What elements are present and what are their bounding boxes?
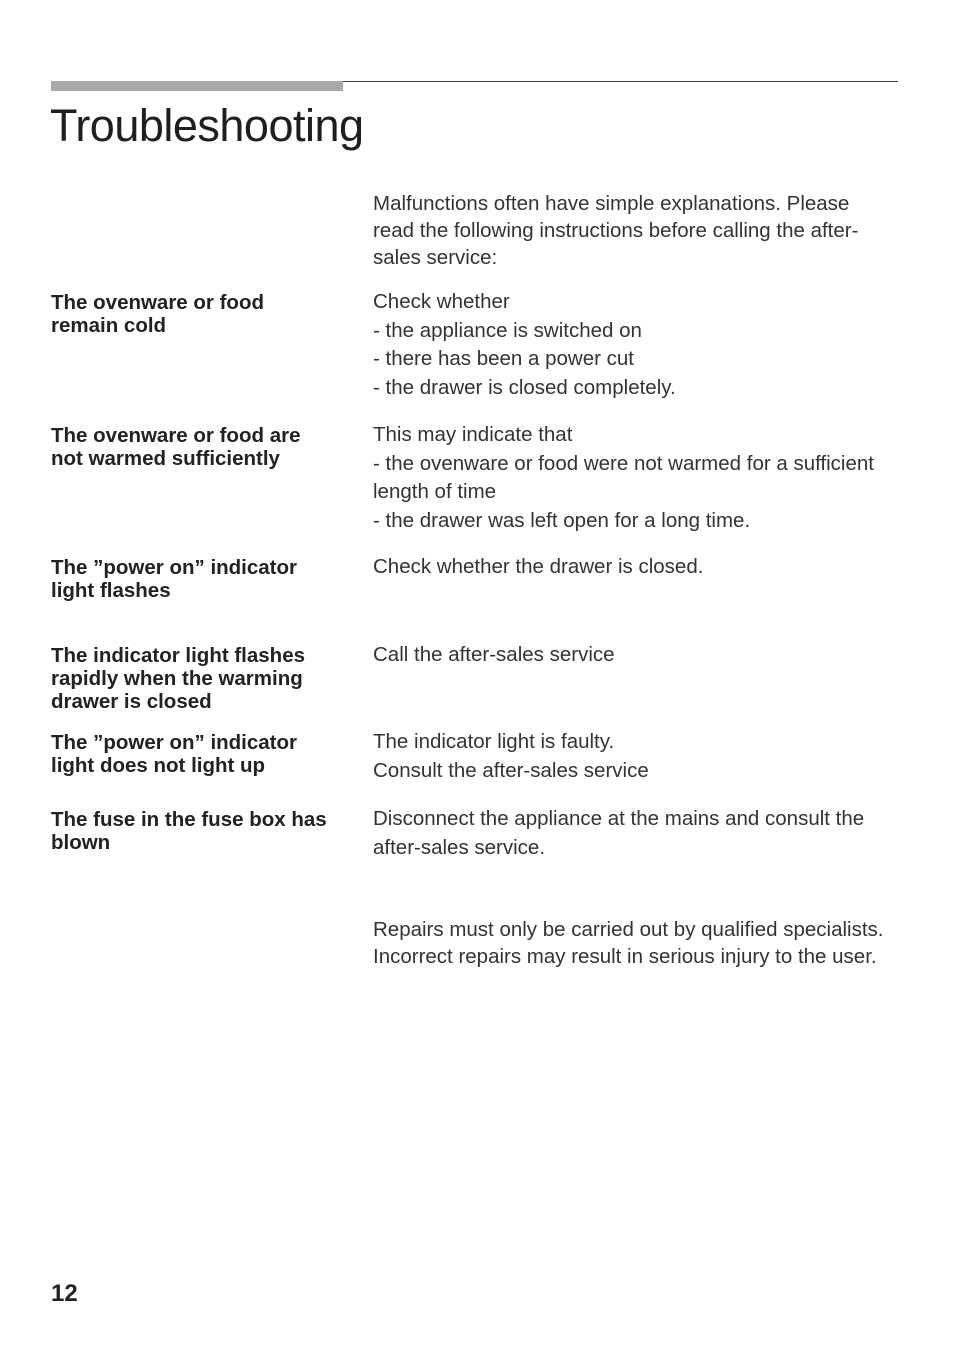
page-number: 12 xyxy=(51,1280,78,1307)
problem-label: The ”power on” indicator light flashes xyxy=(51,556,298,602)
problem-label: The ovenware or food are not warmed sufficiently xyxy=(51,424,301,470)
remedy-line: This may indicate that xyxy=(373,423,573,446)
header-accent-bar xyxy=(51,81,343,91)
repairs-warning-note: Repairs must only be carried out by qualified specialists. Incorrect repairs may result in serious injury to the user. xyxy=(373,918,884,968)
remedy-line: Consult the after-sales service xyxy=(373,758,649,782)
remedy-line: - the ovenware or food were not warmed for a sufficient length of time xyxy=(373,451,874,503)
remedy-text xyxy=(373,728,898,785)
remedy-line: - the drawer is closed completely. xyxy=(373,375,676,399)
problem-label: The ”power on” indicator light does not light up xyxy=(51,731,298,777)
remedy-line: Disconnect the appliance at the mains and consult the after-sales service. xyxy=(373,807,865,859)
problem-label: The fuse in the fuse box has blown xyxy=(51,808,327,854)
remedy-text xyxy=(373,421,898,535)
remedy-line: - the drawer was left open for a long time. xyxy=(373,508,751,532)
remedy-line: Check whether xyxy=(373,290,510,313)
remedy-line: - the appliance is switched on xyxy=(373,318,642,342)
problem-label: The ovenware or food remain cold xyxy=(51,291,264,337)
remedy-text xyxy=(373,641,898,670)
remedy-text xyxy=(373,805,898,862)
remedy-line: The indicator light is faulty. xyxy=(373,730,615,753)
page-title: Troubleshooting xyxy=(50,100,364,151)
problem-label: The indicator light flashes rapidly when the warming drawer is closed xyxy=(51,644,306,713)
intro-paragraph: Malfunctions often have simple explanations. Please read the following instructions before calling the after-sales service: xyxy=(373,192,859,269)
remedy-line: - there has been a power cut xyxy=(373,347,634,370)
remedy-line: Check whether the drawer is closed. xyxy=(373,555,704,578)
remedy-text xyxy=(373,553,898,582)
remedy-text xyxy=(373,288,898,402)
remedy-line: Call the after-sales service xyxy=(373,643,615,666)
